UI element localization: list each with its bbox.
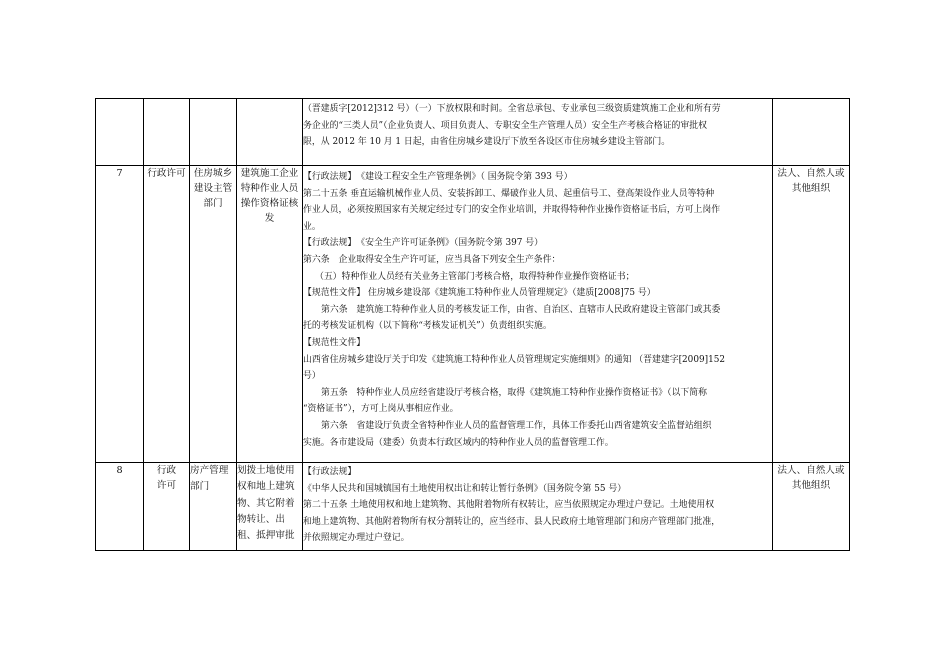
cell-department — [190, 166, 237, 463]
basis-line: 【行政法规】 《建设工程安全生产管理条例》（ 国务院令第 393 号） — [303, 172, 573, 182]
basis-line: （五）特种作业人员经有关业务主管部门考核合格，取得特种作业操作资格证书； — [315, 271, 635, 282]
basis-line: 第二十五条 土地使用权和地上建筑物、其他附着物所有权转让，应当依照规定办理过户登记。土地使用权 — [303, 500, 715, 511]
target-line: 法人、自然人或 — [777, 168, 845, 179]
basis-line: “资格证书”），方可上岗从事相应作业。 — [303, 404, 459, 415]
dept-line: 住房城乡 — [193, 168, 233, 179]
dept-line: 建设主管 — [193, 183, 233, 194]
cell-item: 划拨土地使用权和地上建筑物、其它附着物转让、出租、抵押审批 — [237, 463, 303, 551]
table-row-7 — [96, 166, 850, 463]
cell-department: 房产管理部门 — [190, 463, 237, 551]
basis-line: 实施。各市建设局（建委）负责本行政区域内的特种作业人员的监督管理工作。 — [303, 437, 614, 448]
item-line: 建筑施工企业 — [240, 168, 299, 179]
basis-line: 第六条 省建设厅负责全省特种作业人员的监督管理工作，具体工作委托山西省建筑安全监督站组织 — [321, 420, 712, 431]
basis-line: 【行政法规】 《安全生产许可证条例》（国务院令第 397 号） — [303, 238, 543, 249]
basis-line: 号） — [303, 371, 321, 382]
cell-legal-basis — [303, 166, 773, 463]
target-line: 其他组织 — [791, 480, 831, 491]
basis-line: （晋建质字[2012]312 号）（一）下放权限和时间。全省总承包、专业承包三级资质建筑施工企业和所有劳 — [303, 104, 721, 114]
table-row-continuation — [96, 99, 850, 166]
basis-line: 业。 — [303, 221, 321, 232]
table-row-8 — [96, 463, 850, 551]
basis-line: 务企业的“三类人员”（企业负责人、项目负责人、专职安全生产管理人员）安全生产考核合格证的审批权 — [303, 120, 707, 131]
basis-line: 限，从 2012 年 10 月 1 日起，由省住房城乡建设厅下放至各设区市住房城乡建设主管部门。 — [303, 137, 671, 148]
cell-number — [96, 99, 144, 166]
basis-line: 第六条 企业取得安全生产许可证，应当具备下列安全生产条件： — [303, 254, 561, 265]
cell-target — [773, 99, 850, 166]
cell-legal-basis — [303, 99, 773, 166]
basis-line: 并依照规定办理过户登记。 — [303, 533, 410, 544]
basis-line: 第五条 特种作业人员应经省建设厅考核合格，取得《建筑施工特种作业操作资格证书》（以下简称 — [321, 387, 708, 398]
item-line: 发 — [264, 213, 275, 224]
basis-line: 山西省住房城乡建设厅关于印发《建筑施工特种作业人员管理规定实施细则》的通知 （晋建建字[2009]152 — [303, 354, 726, 365]
basis-line: 托的考核发证机构（以下简称“考核发证机关”）负责组织实施。 — [303, 321, 552, 332]
basis-line: 《中华人民共和国城镇国有土地使用权出让和转让暂行条例》（国务院令第 55 号） — [303, 483, 627, 494]
cell-item — [237, 99, 303, 166]
cell-target — [773, 463, 850, 551]
cell-type — [144, 99, 190, 166]
permit-table — [95, 98, 850, 551]
item-line: 操作资格证核 — [240, 198, 299, 209]
basis-line: 【规范性文件】 — [303, 337, 366, 348]
basis-line: 第二十五条 垂直运输机械作业人员、安装拆卸工、爆破作业人员、起重信号工、登高架设作业人员等特种 — [303, 188, 715, 199]
type-line: 许可 — [156, 480, 177, 491]
basis-line: 【行政法规】 — [303, 467, 357, 477]
cell-type — [144, 463, 190, 551]
cell-number: 7 — [96, 166, 144, 463]
basis-line: 作业人员，必须按照国家有关规定经过专门的安全作业培训，并取得特种作业操作资格证书后，方可上岗作 — [303, 205, 721, 216]
cell-number: 8 — [96, 463, 144, 551]
basis-line: 和地上建筑物、其他附着物所有权分割转让的，应当经市、县人民政府土地管理部门和房产管理部门批准， — [303, 516, 721, 527]
cell-target — [773, 166, 850, 463]
type-line: 行政 — [156, 465, 177, 476]
dept-line: 部门 — [203, 198, 223, 209]
target-line: 法人、自然人或 — [777, 465, 845, 476]
basis-line: 【规范性文件】 住房城乡建设部《建筑施工特种作业人员管理规定》（建质[2008]75 号） — [303, 288, 656, 299]
cell-legal-basis — [303, 463, 773, 551]
cell-type: 行政许可 — [144, 166, 190, 463]
basis-line: 第六条 建筑施工特种作业人员的考核发证工作，由省、自治区、直辖市人民政府建设主管部门或其委 — [321, 304, 721, 315]
cell-item — [237, 166, 303, 463]
cell-department — [190, 99, 237, 166]
target-line: 其他组织 — [791, 183, 831, 194]
item-line: 特种作业人员 — [240, 183, 299, 194]
